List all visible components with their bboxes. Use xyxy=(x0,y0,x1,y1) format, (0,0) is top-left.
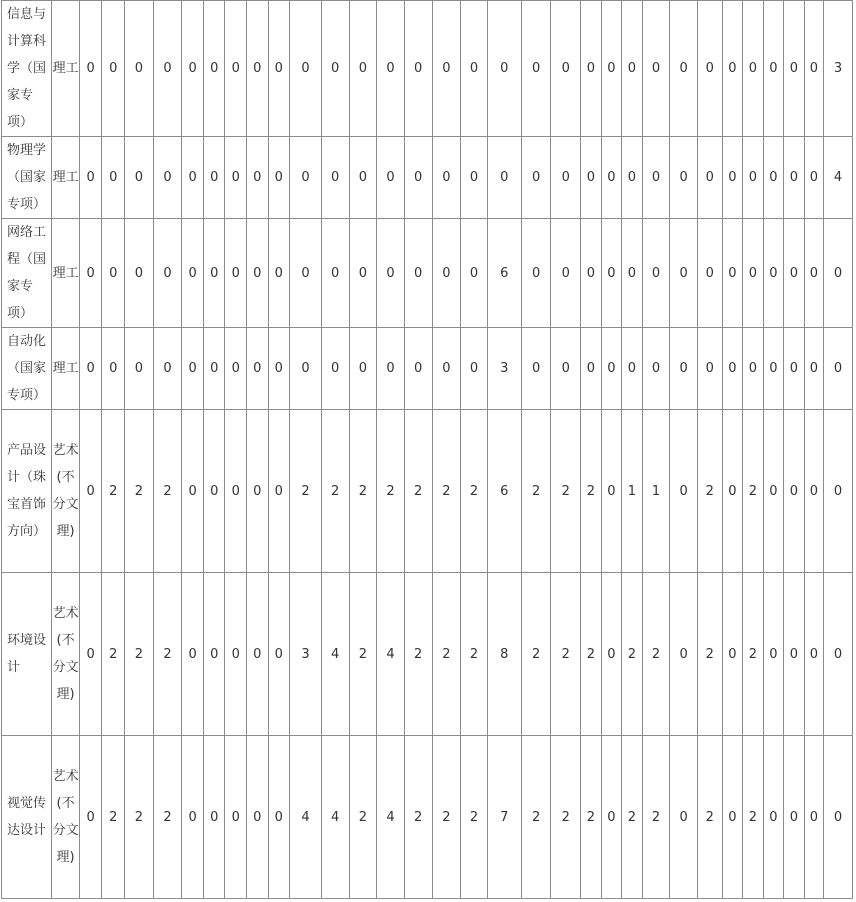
quota-cell: 2 xyxy=(551,410,581,573)
quota-cell: 0 xyxy=(581,328,602,410)
table-row xyxy=(2,219,853,328)
quota-cell: 0 xyxy=(763,410,784,573)
quota-cell: 0 xyxy=(203,573,225,736)
quota-cell: 0 xyxy=(551,1,581,137)
major-name-cell: 自动化（国家专项） xyxy=(2,328,52,410)
quota-cell: 0 xyxy=(225,1,247,137)
quota-cell: 2 xyxy=(349,736,377,899)
quota-cell: 0 xyxy=(182,137,204,219)
quota-cell: 3 xyxy=(824,1,853,137)
quota-cell: 4 xyxy=(321,736,349,899)
quota-cell: 0 xyxy=(722,573,743,736)
quota-cell: 0 xyxy=(743,328,764,410)
quota-cell: 0 xyxy=(79,137,102,219)
quota-cell: 0 xyxy=(763,137,784,219)
major-name-cell: 产品设计（珠宝首饰方向） xyxy=(2,410,52,573)
quota-cell: 0 xyxy=(521,328,551,410)
quota-cell: 2 xyxy=(377,410,405,573)
category-cell: 理工 xyxy=(52,328,80,410)
quota-cell: 0 xyxy=(102,137,125,219)
quota-cell: 0 xyxy=(824,573,853,736)
quota-cell: 6 xyxy=(487,219,521,328)
quota-cell: 0 xyxy=(153,137,182,219)
quota-cell: 2 xyxy=(153,573,182,736)
quota-cell: 2 xyxy=(698,410,723,573)
quota-cell: 0 xyxy=(225,736,247,899)
quota-cell: 0 xyxy=(698,1,723,137)
quota-cell: 0 xyxy=(203,410,225,573)
quota-cell: 0 xyxy=(670,219,698,328)
quota-cell: 0 xyxy=(79,410,102,573)
category-cell: 艺术(不分文理) xyxy=(52,410,80,573)
quota-cell: 0 xyxy=(551,137,581,219)
quota-cell: 4 xyxy=(377,736,405,899)
table-row xyxy=(2,410,853,573)
quota-cell: 2 xyxy=(432,573,461,736)
quota-cell: 0 xyxy=(642,1,670,137)
quota-cell: 0 xyxy=(722,410,743,573)
quota-cell: 2 xyxy=(642,573,670,736)
quota-cell: 0 xyxy=(622,1,643,137)
quota-cell: 0 xyxy=(268,573,290,736)
quota-cell: 2 xyxy=(521,573,551,736)
quota-cell: 0 xyxy=(722,1,743,137)
quota-cell: 0 xyxy=(377,137,405,219)
quota-cell: 2 xyxy=(102,573,125,736)
quota-cell: 0 xyxy=(743,1,764,137)
quota-cell: 2 xyxy=(581,573,602,736)
quota-cell: 0 xyxy=(404,219,432,328)
quota-cell: 2 xyxy=(321,410,349,573)
quota-cell: 0 xyxy=(521,219,551,328)
quota-cell: 0 xyxy=(824,219,853,328)
quota-cell: 2 xyxy=(102,410,125,573)
quota-cell: 0 xyxy=(377,219,405,328)
quota-cell: 6 xyxy=(487,410,521,573)
quota-cell: 0 xyxy=(268,219,290,328)
quota-cell: 0 xyxy=(670,736,698,899)
quota-cell: 2 xyxy=(698,736,723,899)
quota-cell: 0 xyxy=(247,328,269,410)
quota-cell: 2 xyxy=(404,573,432,736)
quota-cell: 0 xyxy=(670,410,698,573)
quota-cell: 2 xyxy=(102,736,125,899)
quota-cell: 0 xyxy=(268,137,290,219)
quota-cell: 0 xyxy=(601,410,622,573)
quota-cell: 0 xyxy=(153,1,182,137)
quota-cell: 0 xyxy=(581,137,602,219)
quota-cell: 0 xyxy=(804,137,823,219)
quota-cell: 0 xyxy=(670,1,698,137)
quota-cell: 0 xyxy=(763,219,784,328)
quota-cell: 2 xyxy=(698,573,723,736)
quota-cell: 2 xyxy=(743,736,764,899)
quota-cell: 0 xyxy=(784,573,805,736)
quota-cell: 2 xyxy=(521,736,551,899)
quota-cell: 1 xyxy=(622,410,643,573)
quota-cell: 0 xyxy=(247,219,269,328)
quota-cell: 0 xyxy=(698,328,723,410)
quota-cell: 3 xyxy=(290,573,322,736)
major-name-cell: 物理学（国家专项） xyxy=(2,137,52,219)
quota-cell: 0 xyxy=(551,219,581,328)
quota-cell: 1 xyxy=(642,410,670,573)
category-cell: 艺术(不分文理) xyxy=(52,736,80,899)
major-name-cell: 网络工程（国家专项） xyxy=(2,219,52,328)
quota-cell: 0 xyxy=(404,328,432,410)
quota-cell: 2 xyxy=(581,410,602,573)
quota-cell: 2 xyxy=(432,410,461,573)
quota-cell: 0 xyxy=(79,328,102,410)
quota-cell: 0 xyxy=(268,328,290,410)
quota-cell: 0 xyxy=(203,219,225,328)
quota-cell: 0 xyxy=(247,1,269,137)
quota-cell: 0 xyxy=(321,1,349,137)
quota-cell: 0 xyxy=(182,736,204,899)
quota-cell: 0 xyxy=(203,736,225,899)
quota-cell: 0 xyxy=(642,328,670,410)
major-name-cell: 视觉传达设计 xyxy=(2,736,52,899)
quota-cell: 0 xyxy=(601,1,622,137)
quota-cell: 0 xyxy=(804,219,823,328)
quota-cell: 2 xyxy=(153,736,182,899)
quota-cell: 0 xyxy=(698,137,723,219)
quota-cell: 0 xyxy=(268,410,290,573)
quota-cell: 2 xyxy=(404,736,432,899)
quota-cell: 2 xyxy=(290,410,322,573)
quota-cell: 0 xyxy=(461,137,488,219)
quota-cell: 0 xyxy=(670,137,698,219)
category-cell: 理工 xyxy=(52,137,80,219)
quota-cell: 0 xyxy=(804,573,823,736)
quota-cell: 0 xyxy=(670,573,698,736)
quota-cell: 0 xyxy=(804,736,823,899)
table-row xyxy=(2,736,853,899)
category-cell: 理工 xyxy=(52,1,80,137)
quota-cell: 2 xyxy=(551,736,581,899)
quota-cell: 2 xyxy=(743,573,764,736)
quota-cell: 0 xyxy=(824,328,853,410)
quota-cell: 0 xyxy=(125,328,154,410)
quota-cell: 0 xyxy=(79,219,102,328)
quota-cell: 0 xyxy=(225,573,247,736)
quota-cell: 2 xyxy=(349,410,377,573)
quota-cell: 0 xyxy=(763,573,784,736)
major-name-cell: 环境设计 xyxy=(2,573,52,736)
quota-cell: 0 xyxy=(349,137,377,219)
quota-cell: 0 xyxy=(125,1,154,137)
quota-cell: 0 xyxy=(698,219,723,328)
major-name-cell: 信息与计算科学（国家专项） xyxy=(2,1,52,137)
quota-cell: 0 xyxy=(763,1,784,137)
quota-cell: 0 xyxy=(182,219,204,328)
quota-cell: 0 xyxy=(225,410,247,573)
quota-cell: 2 xyxy=(432,736,461,899)
quota-cell: 0 xyxy=(247,573,269,736)
quota-cell: 0 xyxy=(722,328,743,410)
quota-cell: 0 xyxy=(79,1,102,137)
quota-cell: 0 xyxy=(377,328,405,410)
quota-cell: 0 xyxy=(622,219,643,328)
quota-cell: 2 xyxy=(521,410,551,573)
quota-cell: 0 xyxy=(182,573,204,736)
quota-cell: 2 xyxy=(622,736,643,899)
quota-cell: 0 xyxy=(404,137,432,219)
quota-cell: 0 xyxy=(125,137,154,219)
quota-cell: 0 xyxy=(182,410,204,573)
quota-cell: 0 xyxy=(182,1,204,137)
quota-cell: 8 xyxy=(487,573,521,736)
quota-cell: 0 xyxy=(784,219,805,328)
quota-cell: 0 xyxy=(225,328,247,410)
quota-cell: 0 xyxy=(670,328,698,410)
quota-cell: 0 xyxy=(321,137,349,219)
quota-cell: 2 xyxy=(461,410,488,573)
quota-cell: 2 xyxy=(125,736,154,899)
quota-cell: 0 xyxy=(521,1,551,137)
quota-cell: 0 xyxy=(581,1,602,137)
quota-cell: 0 xyxy=(290,1,322,137)
quota-cell: 3 xyxy=(487,328,521,410)
quota-cell: 0 xyxy=(247,736,269,899)
quota-cell: 0 xyxy=(349,1,377,137)
quota-cell: 0 xyxy=(102,219,125,328)
quota-cell: 2 xyxy=(622,573,643,736)
quota-cell: 4 xyxy=(377,573,405,736)
enrollment-plan-table xyxy=(1,0,853,899)
quota-cell: 2 xyxy=(125,573,154,736)
quota-cell: 0 xyxy=(622,328,643,410)
quota-cell: 0 xyxy=(225,137,247,219)
category-cell: 艺术(不分文理) xyxy=(52,573,80,736)
quota-cell: 0 xyxy=(824,410,853,573)
quota-cell: 0 xyxy=(722,219,743,328)
quota-cell: 0 xyxy=(804,1,823,137)
quota-cell: 0 xyxy=(225,219,247,328)
quota-cell: 2 xyxy=(642,736,670,899)
quota-cell: 0 xyxy=(642,219,670,328)
quota-cell: 0 xyxy=(321,219,349,328)
quota-cell: 0 xyxy=(247,410,269,573)
quota-cell: 0 xyxy=(784,410,805,573)
quota-cell: 0 xyxy=(247,137,269,219)
quota-cell: 2 xyxy=(153,410,182,573)
quota-cell: 0 xyxy=(824,736,853,899)
quota-cell: 0 xyxy=(551,328,581,410)
quota-cell: 0 xyxy=(102,328,125,410)
quota-cell: 0 xyxy=(601,573,622,736)
quota-cell: 2 xyxy=(404,410,432,573)
quota-cell: 0 xyxy=(601,736,622,899)
quota-cell: 0 xyxy=(581,219,602,328)
quota-cell: 0 xyxy=(79,736,102,899)
quota-cell: 0 xyxy=(642,137,670,219)
quota-cell: 0 xyxy=(203,328,225,410)
quota-cell: 0 xyxy=(79,573,102,736)
quota-cell: 0 xyxy=(290,219,322,328)
quota-cell: 2 xyxy=(125,410,154,573)
quota-cell: 0 xyxy=(268,736,290,899)
quota-cell: 0 xyxy=(722,137,743,219)
quota-cell: 2 xyxy=(461,573,488,736)
quota-cell: 4 xyxy=(824,137,853,219)
quota-cell: 0 xyxy=(125,219,154,328)
quota-cell: 0 xyxy=(784,736,805,899)
quota-cell: 0 xyxy=(461,219,488,328)
quota-cell: 0 xyxy=(203,137,225,219)
quota-cell: 4 xyxy=(290,736,322,899)
quota-cell: 0 xyxy=(487,1,521,137)
quota-cell: 0 xyxy=(153,219,182,328)
quota-cell: 0 xyxy=(521,137,551,219)
quota-cell: 0 xyxy=(432,219,461,328)
quota-cell: 0 xyxy=(784,328,805,410)
quota-cell: 0 xyxy=(349,328,377,410)
quota-cell: 7 xyxy=(487,736,521,899)
quota-cell: 0 xyxy=(432,137,461,219)
quota-cell: 0 xyxy=(203,1,225,137)
quota-cell: 0 xyxy=(804,410,823,573)
quota-cell: 0 xyxy=(487,137,521,219)
quota-cell: 0 xyxy=(290,328,322,410)
quota-cell: 0 xyxy=(601,328,622,410)
quota-cell: 0 xyxy=(743,219,764,328)
quota-cell: 2 xyxy=(461,736,488,899)
quota-cell: 0 xyxy=(461,1,488,137)
quota-cell: 2 xyxy=(581,736,602,899)
quota-cell: 0 xyxy=(784,1,805,137)
quota-cell: 0 xyxy=(722,736,743,899)
category-cell: 理工 xyxy=(52,219,80,328)
quota-cell: 2 xyxy=(349,573,377,736)
quota-cell: 0 xyxy=(321,328,349,410)
quota-cell: 0 xyxy=(763,736,784,899)
quota-cell: 0 xyxy=(349,219,377,328)
quota-cell: 0 xyxy=(743,137,764,219)
quota-cell: 2 xyxy=(743,410,764,573)
table-row xyxy=(2,137,853,219)
table-row xyxy=(2,573,853,736)
quota-cell: 0 xyxy=(182,328,204,410)
table-row xyxy=(2,1,853,137)
quota-cell: 0 xyxy=(290,137,322,219)
quota-cell: 0 xyxy=(268,1,290,137)
quota-cell: 0 xyxy=(404,1,432,137)
quota-cell: 0 xyxy=(804,328,823,410)
quota-cell: 0 xyxy=(153,328,182,410)
quota-cell: 0 xyxy=(784,137,805,219)
quota-cell: 4 xyxy=(321,573,349,736)
quota-cell: 0 xyxy=(432,1,461,137)
quota-cell: 0 xyxy=(601,137,622,219)
quota-cell: 0 xyxy=(763,328,784,410)
quota-cell: 2 xyxy=(551,573,581,736)
quota-cell: 0 xyxy=(432,328,461,410)
quota-cell: 0 xyxy=(622,137,643,219)
table-row xyxy=(2,328,853,410)
quota-cell: 0 xyxy=(601,219,622,328)
quota-cell: 0 xyxy=(102,1,125,137)
quota-cell: 0 xyxy=(461,328,488,410)
quota-cell: 0 xyxy=(377,1,405,137)
